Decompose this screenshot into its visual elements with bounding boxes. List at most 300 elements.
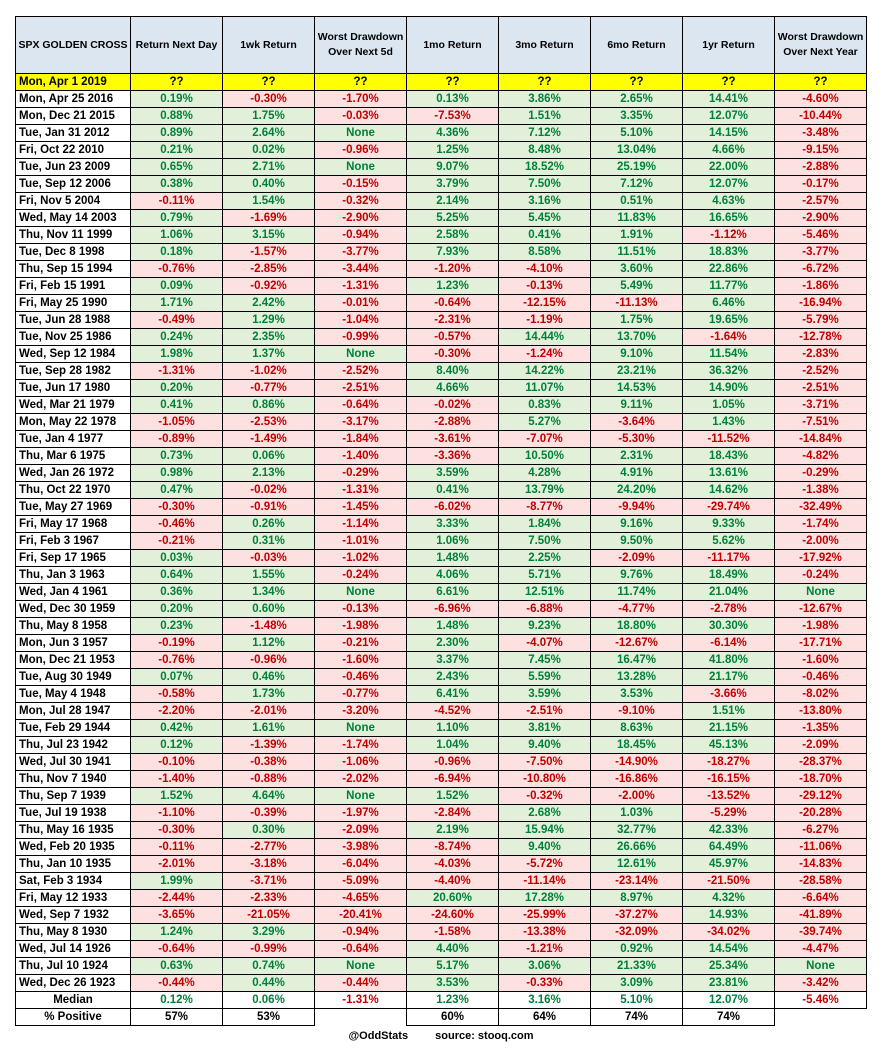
cell-value: 5.45% (499, 210, 591, 227)
cell-value: -1.60% (775, 652, 867, 669)
table-row (16, 210, 867, 227)
cell-value: -25.99% (499, 907, 591, 924)
cell-value: 0.83% (499, 397, 591, 414)
cell-value: 14.54% (683, 941, 775, 958)
table-row (16, 312, 867, 329)
cell-value: -6.04% (315, 856, 407, 873)
cell-value: 1.06% (131, 227, 223, 244)
cell-value: 1.51% (683, 703, 775, 720)
cell-value: -0.64% (315, 941, 407, 958)
cell-value: -2.90% (775, 210, 867, 227)
cell-value: 5.49% (591, 278, 683, 295)
cell-value: ?? (683, 74, 775, 91)
row-label: Thu, Nov 11 1999 (16, 227, 131, 244)
cell-value: -12.67% (591, 635, 683, 652)
cell-value: None (315, 346, 407, 363)
table-row (16, 346, 867, 363)
table-row (16, 142, 867, 159)
cell-value: 2.68% (499, 805, 591, 822)
row-label: Tue, May 4 1948 (16, 686, 131, 703)
cell-value: 1.12% (223, 635, 315, 652)
table-row (16, 975, 867, 992)
golden-cross-table-container (15, 16, 867, 1026)
cell-value: 3.29% (223, 924, 315, 941)
cell-value: 4.06% (407, 567, 499, 584)
cell-value: -0.11% (131, 193, 223, 210)
row-label: Thu, Oct 22 1970 (16, 482, 131, 499)
row-label: Fri, Feb 15 1991 (16, 278, 131, 295)
row-label: Mon, Apr 25 2016 (16, 91, 131, 108)
cell-value: 14.41% (683, 91, 775, 108)
cell-value: 2.35% (223, 329, 315, 346)
cell-value: -5.79% (775, 312, 867, 329)
cell-value: 0.44% (223, 975, 315, 992)
cell-value: None (315, 788, 407, 805)
cell-value: 15.94% (499, 822, 591, 839)
cell-value: 0.26% (223, 516, 315, 533)
row-label: Wed, Jan 26 1972 (16, 465, 131, 482)
cell-value: -0.32% (315, 193, 407, 210)
table-row (16, 125, 867, 142)
cell-value: 0.06% (223, 448, 315, 465)
cell-value: 9.50% (591, 533, 683, 550)
cell-value: -1.58% (407, 924, 499, 941)
cell-value: -9.94% (591, 499, 683, 516)
cell-value: -4.10% (499, 261, 591, 278)
cell-value: 0.13% (407, 91, 499, 108)
row-label: Thu, Sep 7 1939 (16, 788, 131, 805)
row-label: Thu, Nov 7 1940 (16, 771, 131, 788)
cell-value: -28.58% (775, 873, 867, 890)
cell-value: -1.48% (223, 618, 315, 635)
cell-value: 32.77% (591, 822, 683, 839)
cell-value: -1.02% (223, 363, 315, 380)
cell-value: -2.90% (315, 210, 407, 227)
cell-value: 8.97% (591, 890, 683, 907)
cell-value: -3.61% (407, 431, 499, 448)
cell-value: 2.65% (591, 91, 683, 108)
table-row (16, 584, 867, 601)
header-1yr: 1yr Return (683, 17, 775, 74)
cell-value: 11.51% (591, 244, 683, 261)
row-label: Fri, May 17 1968 (16, 516, 131, 533)
cell-value: 3.37% (407, 652, 499, 669)
cell-value: 0.24% (131, 329, 223, 346)
cell-value: -2.00% (591, 788, 683, 805)
cell-value: 5.10% (591, 992, 683, 1009)
table-row (16, 482, 867, 499)
cell-value: -11.06% (775, 839, 867, 856)
cell-value: -2.83% (775, 346, 867, 363)
cell-value: 5.27% (499, 414, 591, 431)
table-row (16, 261, 867, 278)
row-label: Wed, Jul 14 1926 (16, 941, 131, 958)
cell-value: -0.32% (499, 788, 591, 805)
cell-value: -1.31% (315, 992, 407, 1009)
cell-value: -0.94% (315, 924, 407, 941)
cell-value: 1.25% (407, 142, 499, 159)
table-row (16, 890, 867, 907)
cell-value: -0.96% (223, 652, 315, 669)
cell-value: 9.23% (499, 618, 591, 635)
cell-value: 6.61% (407, 584, 499, 601)
cell-value: 14.62% (683, 482, 775, 499)
table-row (16, 550, 867, 567)
table-row (16, 159, 867, 176)
cell-value: -34.02% (683, 924, 775, 941)
table-row (16, 448, 867, 465)
footer-handle: @OddStats (348, 1030, 409, 1042)
cell-value: -1.01% (315, 533, 407, 550)
cell-value: 5.10% (591, 125, 683, 142)
cell-value: 14.53% (591, 380, 683, 397)
cell-value: -0.30% (407, 346, 499, 363)
cell-value: 4.40% (407, 941, 499, 958)
cell-value: 12.07% (683, 176, 775, 193)
cell-value: 1.24% (131, 924, 223, 941)
cell-value: -1.20% (407, 261, 499, 278)
cell-value: -0.64% (131, 941, 223, 958)
cell-value: -3.66% (683, 686, 775, 703)
cell-value: 13.28% (591, 669, 683, 686)
header-drawdown-1yr: Worst Drawdown Over Next Year (775, 17, 867, 74)
cell-value: -5.09% (315, 873, 407, 890)
cell-value: -1.10% (131, 805, 223, 822)
row-label: Wed, May 14 2003 (16, 210, 131, 227)
cell-value: ?? (131, 74, 223, 91)
cell-value: 0.86% (223, 397, 315, 414)
row-label: Thu, Jul 10 1924 (16, 958, 131, 975)
cell-value: 74% (683, 1009, 775, 1026)
row-label: Mon, Apr 1 2019 (16, 74, 131, 91)
cell-value: 20.60% (407, 890, 499, 907)
table-row (16, 720, 867, 737)
cell-value: 0.65% (131, 159, 223, 176)
cell-value: 1.10% (407, 720, 499, 737)
cell-value: 2.14% (407, 193, 499, 210)
cell-value: -29.74% (683, 499, 775, 516)
cell-value: -2.85% (223, 261, 315, 278)
cell-value: -8.77% (499, 499, 591, 516)
cell-value: 2.19% (407, 822, 499, 839)
cell-value: 9.76% (591, 567, 683, 584)
cell-value: ?? (775, 74, 867, 91)
cell-value: 1.52% (407, 788, 499, 805)
table-row (16, 533, 867, 550)
cell-value: -8.74% (407, 839, 499, 856)
cell-value: -6.14% (683, 635, 775, 652)
cell-value: -1.49% (223, 431, 315, 448)
row-label: Thu, Jul 23 1942 (16, 737, 131, 754)
cell-value: 0.20% (131, 380, 223, 397)
cell-value: 1.51% (499, 108, 591, 125)
cell-value: -2.52% (315, 363, 407, 380)
cell-value: -3.77% (315, 244, 407, 261)
cell-value: 1.03% (591, 805, 683, 822)
cell-value: 8.40% (407, 363, 499, 380)
cell-value: 0.89% (131, 125, 223, 142)
cell-value: 9.40% (499, 737, 591, 754)
current-signal-row (16, 74, 867, 91)
cell-value: 0.18% (131, 244, 223, 261)
cell-value: 7.45% (499, 652, 591, 669)
cell-value: 1.84% (499, 516, 591, 533)
table-row (16, 108, 867, 125)
cell-value: -2.33% (223, 890, 315, 907)
cell-value: -1.31% (315, 278, 407, 295)
cell-value: -32.49% (775, 499, 867, 516)
cell-value: 26.66% (591, 839, 683, 856)
cell-value: 3.06% (499, 958, 591, 975)
cell-value: 3.79% (407, 176, 499, 193)
cell-value: 0.74% (223, 958, 315, 975)
footer (0, 1030, 882, 1042)
cell-value: -1.69% (223, 210, 315, 227)
cell-value: 8.63% (591, 720, 683, 737)
table-row (16, 363, 867, 380)
cell-value: -3.18% (223, 856, 315, 873)
cell-value: 18.49% (683, 567, 775, 584)
header-1wk: 1wk Return (223, 17, 315, 74)
cell-value: -0.02% (407, 397, 499, 414)
cell-value: -1.98% (775, 618, 867, 635)
cell-value: 1.55% (223, 567, 315, 584)
row-label: Mon, Dec 21 1953 (16, 652, 131, 669)
cell-value: 5.17% (407, 958, 499, 975)
cell-value: -24.60% (407, 907, 499, 924)
cell-value: 22.00% (683, 159, 775, 176)
cell-value: 1.73% (223, 686, 315, 703)
cell-value: 0.02% (223, 142, 315, 159)
cell-value: -4.82% (775, 448, 867, 465)
cell-value: -0.44% (131, 975, 223, 992)
cell-value: 5.25% (407, 210, 499, 227)
table-row (16, 958, 867, 975)
table-row (16, 278, 867, 295)
cell-value: -4.40% (407, 873, 499, 890)
row-label: Fri, Nov 5 2004 (16, 193, 131, 210)
table-row (16, 380, 867, 397)
cell-value: 19.65% (683, 312, 775, 329)
row-label: Sat, Feb 3 1934 (16, 873, 131, 890)
cell-value: 1.98% (131, 346, 223, 363)
cell-value: -0.33% (499, 975, 591, 992)
table-row (16, 907, 867, 924)
cell-value: 1.99% (131, 873, 223, 890)
row-label: Tue, Sep 12 2006 (16, 176, 131, 193)
cell-value: -0.49% (131, 312, 223, 329)
cell-value: -2.51% (315, 380, 407, 397)
cell-value: 13.04% (591, 142, 683, 159)
cell-value: 14.93% (683, 907, 775, 924)
cell-value: -3.65% (131, 907, 223, 924)
cell-value: 13.79% (499, 482, 591, 499)
cell-value: -0.88% (223, 771, 315, 788)
cell-value: 2.43% (407, 669, 499, 686)
cell-value: 4.28% (499, 465, 591, 482)
cell-value: 3.09% (591, 975, 683, 992)
cell-value: 25.19% (591, 159, 683, 176)
cell-value: None (775, 584, 867, 601)
header-6mo: 6mo Return (591, 17, 683, 74)
cell-value: 2.64% (223, 125, 315, 142)
row-label: Wed, Dec 26 1923 (16, 975, 131, 992)
cell-value: -11.17% (683, 550, 775, 567)
cell-value: -6.88% (499, 601, 591, 618)
cell-value: -2.53% (223, 414, 315, 431)
table-row (16, 652, 867, 669)
row-label: Tue, Jan 4 1977 (16, 431, 131, 448)
cell-value: -0.29% (775, 465, 867, 482)
cell-value: None (315, 125, 407, 142)
table-row (16, 295, 867, 312)
cell-value: 1.04% (407, 737, 499, 754)
cell-value: -0.02% (223, 482, 315, 499)
cell-value: -2.09% (775, 737, 867, 754)
cell-value: -1.97% (315, 805, 407, 822)
percent-positive-row (16, 1009, 867, 1026)
cell-value: None (775, 958, 867, 975)
cell-value: -0.46% (775, 669, 867, 686)
cell-value: 6.41% (407, 686, 499, 703)
cell-value: 0.03% (131, 550, 223, 567)
cell-value: -0.21% (131, 533, 223, 550)
cell-value: -1.70% (315, 91, 407, 108)
row-label: Wed, Jan 4 1961 (16, 584, 131, 601)
table-row (16, 91, 867, 108)
row-label: Tue, Dec 8 1998 (16, 244, 131, 261)
cell-value: 7.50% (499, 533, 591, 550)
cell-value: 2.30% (407, 635, 499, 652)
cell-value: 4.36% (407, 125, 499, 142)
cell-value: -3.36% (407, 448, 499, 465)
cell-value: 3.59% (499, 686, 591, 703)
cell-value: 3.53% (591, 686, 683, 703)
cell-value: 1.52% (131, 788, 223, 805)
cell-value: -0.99% (315, 329, 407, 346)
cell-value: 1.29% (223, 312, 315, 329)
cell-value: -13.38% (499, 924, 591, 941)
cell-value: -0.91% (223, 499, 315, 516)
cell-value: 1.05% (683, 397, 775, 414)
cell-value (315, 1009, 407, 1026)
cell-value: 3.86% (499, 91, 591, 108)
cell-value: -2.84% (407, 805, 499, 822)
cell-value: -2.01% (223, 703, 315, 720)
table-row (16, 193, 867, 210)
cell-value: 21.17% (683, 669, 775, 686)
cell-value: -0.29% (315, 465, 407, 482)
cell-value: -0.96% (315, 142, 407, 159)
cell-value: -21.50% (683, 873, 775, 890)
cell-value: 42.33% (683, 822, 775, 839)
cell-value: -14.83% (775, 856, 867, 873)
table-row (16, 737, 867, 754)
row-label: Wed, Dec 30 1959 (16, 601, 131, 618)
cell-value: -0.39% (223, 805, 315, 822)
cell-value: 11.54% (683, 346, 775, 363)
cell-value: ?? (223, 74, 315, 91)
row-label: Thu, May 8 1958 (16, 618, 131, 635)
cell-value: -2.44% (131, 890, 223, 907)
cell-value: -1.57% (223, 244, 315, 261)
cell-value: 23.21% (591, 363, 683, 380)
cell-value: -1.38% (775, 482, 867, 499)
cell-value: 64% (499, 1009, 591, 1026)
cell-value: 24.20% (591, 482, 683, 499)
cell-value: 11.83% (591, 210, 683, 227)
cell-value: 2.13% (223, 465, 315, 482)
header-drawdown-5d: Worst Drawdown Over Next 5d (315, 17, 407, 74)
table-row (16, 686, 867, 703)
cell-value: -0.58% (131, 686, 223, 703)
cell-value: 0.64% (131, 567, 223, 584)
table-row (16, 788, 867, 805)
cell-value: 23.81% (683, 975, 775, 992)
cell-value: 3.60% (591, 261, 683, 278)
cell-value: -2.51% (499, 703, 591, 720)
cell-value: 5.71% (499, 567, 591, 584)
cell-value: -5.46% (775, 227, 867, 244)
cell-value: 74% (591, 1009, 683, 1026)
cell-value: None (315, 159, 407, 176)
cell-value: None (315, 720, 407, 737)
row-label: Fri, Oct 22 2010 (16, 142, 131, 159)
cell-value: 45.13% (683, 737, 775, 754)
row-label: Tue, Jul 19 1938 (16, 805, 131, 822)
cell-value: -12.78% (775, 329, 867, 346)
header-1mo: 1mo Return (407, 17, 499, 74)
row-label: Thu, May 8 1930 (16, 924, 131, 941)
cell-value: -3.44% (315, 261, 407, 278)
cell-value: -0.30% (131, 822, 223, 839)
cell-value: 0.07% (131, 669, 223, 686)
cell-value: 9.16% (591, 516, 683, 533)
row-label: Mon, Jul 28 1947 (16, 703, 131, 720)
cell-value: -0.15% (315, 176, 407, 193)
cell-value: 18.83% (683, 244, 775, 261)
row-label: Mon, Dec 21 2015 (16, 108, 131, 125)
cell-value: 22.86% (683, 261, 775, 278)
cell-value: 2.31% (591, 448, 683, 465)
cell-value: -0.30% (223, 91, 315, 108)
cell-value: -3.71% (775, 397, 867, 414)
row-label: Wed, Sep 7 1932 (16, 907, 131, 924)
cell-value: -3.64% (591, 414, 683, 431)
cell-value: 9.11% (591, 397, 683, 414)
cell-value: -3.98% (315, 839, 407, 856)
cell-value: -20.28% (775, 805, 867, 822)
cell-value: 0.06% (223, 992, 315, 1009)
cell-value: 3.16% (499, 992, 591, 1009)
cell-value: -1.19% (499, 312, 591, 329)
cell-value: -2.02% (315, 771, 407, 788)
cell-value: -1.24% (499, 346, 591, 363)
cell-value: 1.43% (683, 414, 775, 431)
row-label: Tue, Feb 29 1944 (16, 720, 131, 737)
cell-value: 6.46% (683, 295, 775, 312)
cell-value: 9.10% (591, 346, 683, 363)
table-row (16, 414, 867, 431)
cell-value: -0.24% (775, 567, 867, 584)
cell-value: -6.94% (407, 771, 499, 788)
cell-value: 2.71% (223, 159, 315, 176)
cell-value: -0.96% (407, 754, 499, 771)
cell-value: 0.19% (131, 91, 223, 108)
cell-value: 0.40% (223, 176, 315, 193)
cell-value: -0.44% (315, 975, 407, 992)
cell-value: -5.72% (499, 856, 591, 873)
